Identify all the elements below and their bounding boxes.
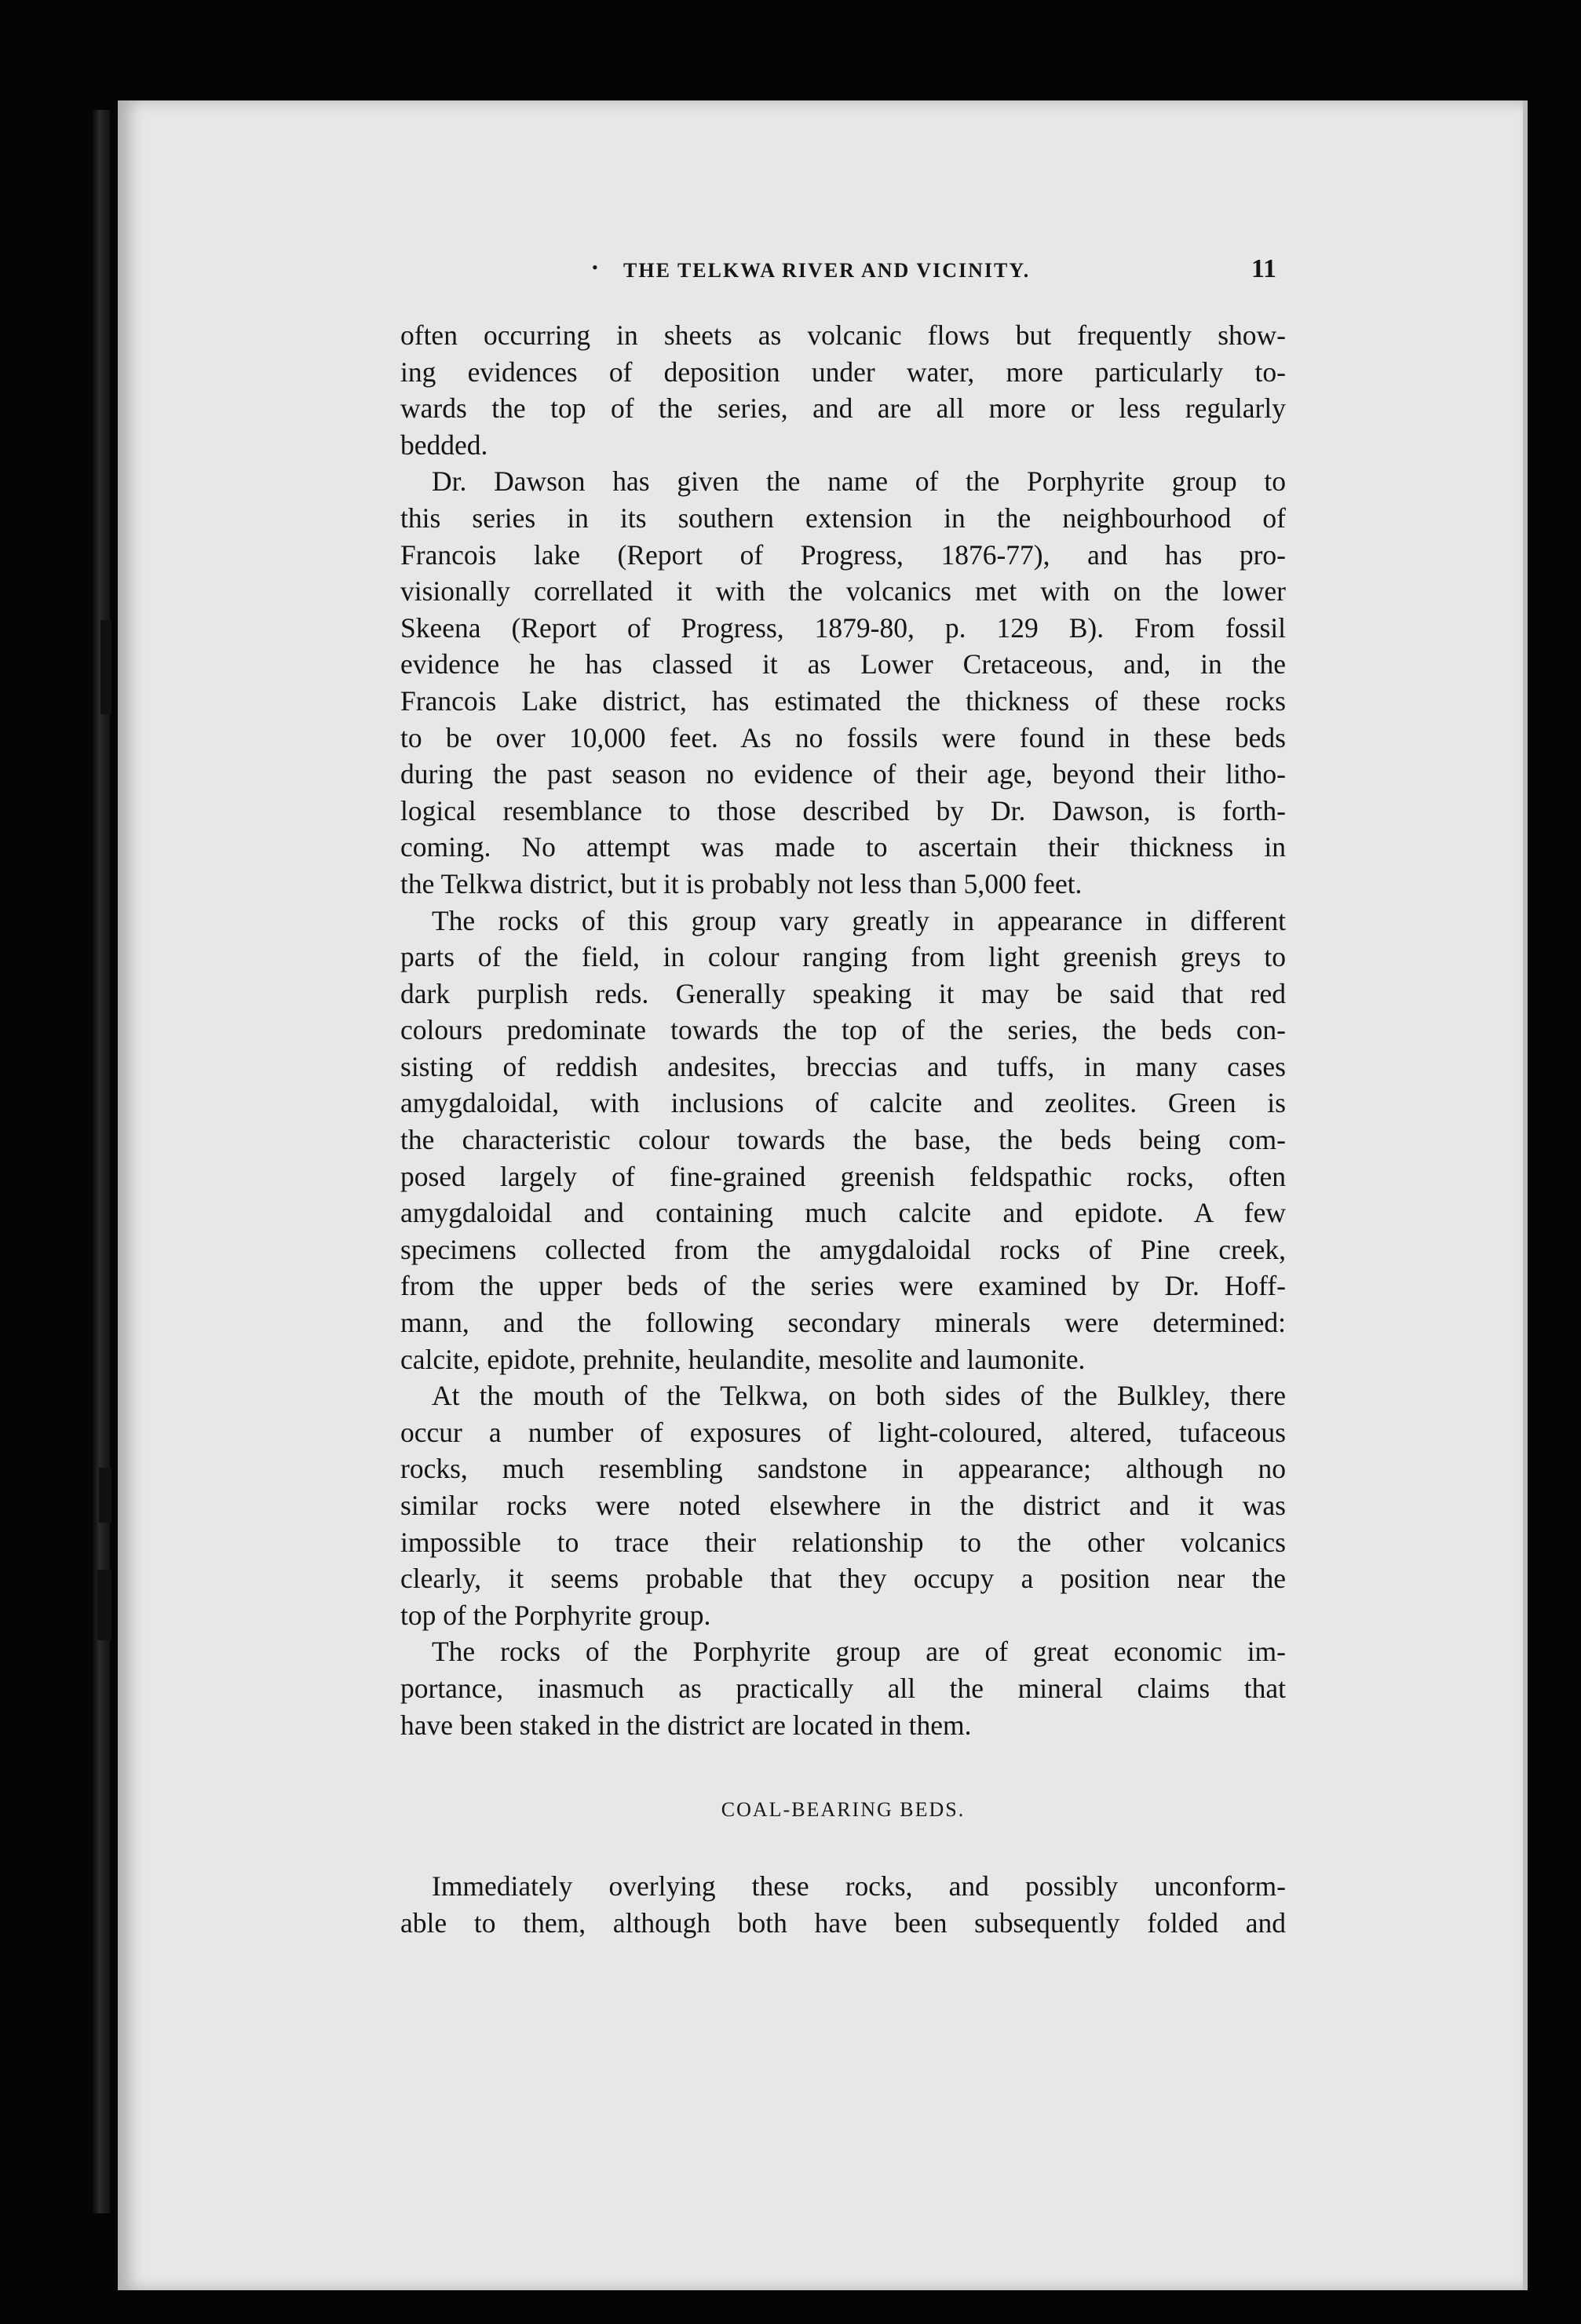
book-gutter-shadow xyxy=(93,110,110,2213)
text-line: mann, and the following secondary minerals were determined: xyxy=(400,1307,1286,1339)
text-line: the Telkwa district, but it is probably not less than 5,000 feet. xyxy=(400,867,1083,899)
text-line: rocks, much resembling sandstone in appearance; although no xyxy=(400,1453,1286,1485)
text-line: bedded. xyxy=(400,429,488,461)
text-line: posed largely of fine-grained greenish feldspathic rocks, often xyxy=(400,1160,1286,1192)
text-line: At the mouth of the Telkwa, on both sides of the Bulkley, there xyxy=(432,1380,1286,1412)
text-line: colours predominate towards the top of the series, the beds con- xyxy=(400,1014,1286,1046)
binding-mark xyxy=(97,1570,111,1640)
text-line: logical resemblance to those described by Dr. Dawson, is forth- xyxy=(400,794,1286,826)
text-line: similar rocks were noted elsewhere in the district and it was xyxy=(400,1490,1286,1521)
text-line: amygdaloidal and containing much calcite and epidote. A few xyxy=(400,1197,1286,1229)
binding-mark xyxy=(99,1468,111,1523)
text-line: The rocks of this group vary greatly in appearance in different xyxy=(432,904,1286,936)
text-line: evidence he has classed it as Lower Cretaceous, and, in the xyxy=(400,648,1286,680)
running-header xyxy=(584,251,1298,286)
text-line: specimens collected from the amygdaloidal rocks of Pine creek, xyxy=(400,1233,1286,1265)
text-line: calcite, epidote, prehnite, heulandite, mesolite and laumonite. xyxy=(400,1343,1086,1375)
text-line: the characteristic colour towards the base, the beds being com- xyxy=(400,1124,1286,1156)
text-line: ing evidences of deposition under water, more particularly to- xyxy=(400,356,1286,388)
text-line: wards the top of the series, and are all more or less regularly xyxy=(400,392,1286,425)
header-bullet: • xyxy=(592,257,598,277)
text-line: Francois Lake district, has estimated the thickness of these rocks xyxy=(400,684,1286,717)
section-heading: COAL-BEARING BEDS. xyxy=(721,1798,966,1821)
page-number: 11 xyxy=(1251,254,1276,283)
body-text xyxy=(400,317,1286,1743)
text-line: often occurring in sheets as volcanic flows but frequently show- xyxy=(400,319,1286,351)
text-line: impossible to trace their relationship to the other volcanics xyxy=(400,1526,1286,1558)
text-line: top of the Porphyrite group. xyxy=(400,1599,711,1631)
text-line: dark purplish reds. Generally speaking it may be said that red xyxy=(400,977,1286,1009)
text-line: portance, inasmuch as practically all the mineral claims that xyxy=(400,1672,1286,1704)
text-line: to be over 10,000 feet. As no fossils were found in these beds xyxy=(400,721,1286,753)
text-line: coming. No attempt was made to ascertain their thickness in xyxy=(400,831,1286,863)
text-line: have been staked in the district are located in them. xyxy=(400,1709,972,1741)
text-line: sisting of reddish andesites, breccias and tuffs, in many cases xyxy=(400,1050,1286,1082)
text-line: able to them, although both have been subsequently folded and xyxy=(400,1906,1286,1939)
text-line: parts of the field, in colour ranging from light greenish greys to xyxy=(400,941,1286,973)
text-line: amygdaloidal, with inclusions of calcite and zeolites. Green is xyxy=(400,1087,1286,1119)
text-line: from the upper beds of the series were examined by Dr. Hoff- xyxy=(400,1270,1286,1302)
text-line: Francois lake (Report of Progress, 1876-77), and has pro- xyxy=(400,538,1286,571)
text-line: Dr. Dawson has given the name of the Porphyrite group to xyxy=(432,465,1286,498)
running-title: THE TELKWA RIVER AND VICINITY. xyxy=(623,259,1031,282)
text-line: Skeena (Report of Progress, 1879-80, p. 129 B). From fossil xyxy=(400,611,1286,644)
text-line: occur a number of exposures of light-coloured, altered, tufaceous xyxy=(400,1416,1286,1448)
text-line: visionally correllated it with the volcanics met with on the lower xyxy=(400,575,1286,607)
text-line: during the past season no evidence of their age, beyond their litho- xyxy=(400,758,1286,790)
body-text-continued xyxy=(400,1868,1286,1941)
page-right-edge xyxy=(1523,100,1528,2290)
binding-mark xyxy=(100,620,111,714)
text-line: clearly, it seems probable that they occupy a position near the xyxy=(400,1563,1286,1595)
text-line: this series in its southern extension in the neighbourhood of xyxy=(400,502,1286,534)
text-line: Immediately overlying these rocks, and possibly unconform- xyxy=(432,1870,1286,1902)
text-line: The rocks of the Porphyrite group are of great economic im- xyxy=(432,1636,1286,1668)
